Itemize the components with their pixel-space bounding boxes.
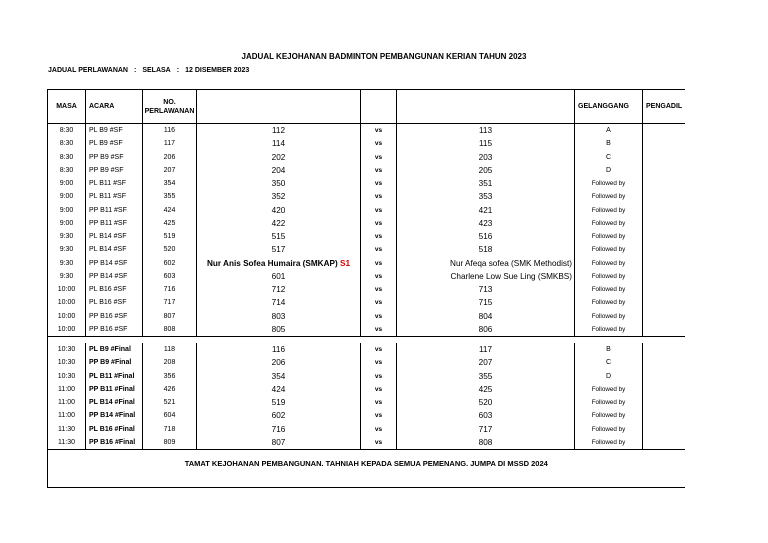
- cell-pengadil: [643, 396, 685, 409]
- cell-vs: vs: [361, 409, 397, 422]
- cell-masa: 9:30: [48, 243, 86, 256]
- cell-no-perlawanan: 809: [143, 436, 197, 450]
- seed-mark: S1: [339, 258, 350, 268]
- cell-masa: 8:30: [48, 151, 86, 164]
- cell-gelanggang: Followed by: [575, 396, 643, 409]
- cell-player-b: Charlene Low Sue Ling (SMKBS): [397, 270, 575, 283]
- cell-no-perlawanan: 424: [143, 204, 197, 217]
- cell-gelanggang: Followed by: [575, 423, 643, 436]
- cell-vs: vs: [361, 257, 397, 270]
- cell-player-b: 518: [397, 243, 575, 256]
- cell-masa: 9:30: [48, 270, 86, 283]
- cell-pengadil: [643, 124, 685, 138]
- table-row: [48, 137, 685, 150]
- table-row: [48, 436, 685, 450]
- cell-no-perlawanan: 718: [143, 423, 197, 436]
- cell-player-b: 207: [397, 356, 575, 369]
- subtitle-day: SELASA: [142, 67, 171, 74]
- table-row: [48, 204, 685, 217]
- table-row: [48, 164, 685, 177]
- cell-pengadil: [643, 177, 685, 190]
- cell-vs: vs: [361, 370, 397, 383]
- cell-player-a: 517: [197, 243, 361, 256]
- cell-acara: PL B11 #Final: [86, 370, 143, 383]
- final-body: [48, 343, 685, 450]
- cell-vs: vs: [361, 396, 397, 409]
- cell-no-perlawanan: 602: [143, 257, 197, 270]
- cell-vs: vs: [361, 190, 397, 203]
- cell-masa: 10:30: [48, 343, 86, 356]
- cell-player-b: 113: [397, 124, 575, 138]
- document-title: JADUAL KEJOHANAN BADMINTON PEMBANGUNAN KERIAN TAHUN 2023: [241, 52, 527, 61]
- cell-player-b: 804: [397, 310, 575, 323]
- cell-player-b: 715: [397, 296, 575, 309]
- cell-pengadil: [643, 283, 685, 296]
- cell-no-perlawanan: 426: [143, 383, 197, 396]
- cell-player-a: 712: [197, 283, 361, 296]
- cell-pengadil: [643, 383, 685, 396]
- cell-no-perlawanan: 807: [143, 310, 197, 323]
- cell-gelanggang: Followed by: [575, 204, 643, 217]
- header-player-a: [197, 90, 361, 124]
- cell-pengadil: [643, 217, 685, 230]
- cell-gelanggang: Followed by: [575, 383, 643, 396]
- cell-gelanggang: Followed by: [575, 409, 643, 422]
- cell-player-b: 353: [397, 190, 575, 203]
- cell-player-b: 115: [397, 137, 575, 150]
- cell-pengadil: [643, 423, 685, 436]
- cell-acara: PL B14 #SF: [86, 230, 143, 243]
- header-vs: [361, 90, 397, 124]
- cell-masa: 8:30: [48, 137, 86, 150]
- cell-no-perlawanan: 520: [143, 243, 197, 256]
- cell-acara: PP B9 #SF: [86, 151, 143, 164]
- cell-no-perlawanan: 117: [143, 137, 197, 150]
- cell-gelanggang: Followed by: [575, 257, 643, 270]
- cell-acara: PL B9 #SF: [86, 137, 143, 150]
- cell-vs: vs: [361, 230, 397, 243]
- cell-vs: vs: [361, 124, 397, 138]
- cell-acara: PL B14 #Final: [86, 396, 143, 409]
- table-row: [48, 257, 685, 270]
- table-row: [48, 190, 685, 203]
- cell-pengadil: [643, 296, 685, 309]
- cell-pengadil: [643, 270, 685, 283]
- cell-player-b: 717: [397, 423, 575, 436]
- cell-gelanggang: B: [575, 137, 643, 150]
- cell-pengadil: [643, 230, 685, 243]
- table-row: [48, 283, 685, 296]
- cell-player-a: 202: [197, 151, 361, 164]
- cell-masa: 9:00: [48, 190, 86, 203]
- cell-vs: vs: [361, 137, 397, 150]
- cell-vs: vs: [361, 204, 397, 217]
- semifinal-body: [48, 124, 685, 337]
- cell-pengadil: [643, 243, 685, 256]
- cell-pengadil: [643, 343, 685, 356]
- cell-masa: 10:00: [48, 323, 86, 337]
- cell-acara: PP B9 #SF: [86, 164, 143, 177]
- cell-vs: vs: [361, 283, 397, 296]
- subtitle-label: JADUAL PERLAWANAN: [48, 67, 128, 74]
- cell-player-b: 806: [397, 323, 575, 337]
- cell-pengadil: [643, 370, 685, 383]
- cell-no-perlawanan: 116: [143, 124, 197, 138]
- cell-masa: 8:30: [48, 164, 86, 177]
- cell-pengadil: [643, 409, 685, 422]
- cell-gelanggang: D: [575, 370, 643, 383]
- cell-player-a: 116: [197, 343, 361, 356]
- cell-masa: 9:00: [48, 217, 86, 230]
- cell-player-b: Nur Afeqa sofea (SMK Methodist): [397, 257, 575, 270]
- cell-masa: 8:30: [48, 124, 86, 138]
- table-row: [48, 124, 685, 138]
- cell-no-perlawanan: 425: [143, 217, 197, 230]
- cell-player-b: 117: [397, 343, 575, 356]
- cell-player-a: 350: [197, 177, 361, 190]
- cell-vs: vs: [361, 323, 397, 337]
- cell-player-b: 203: [397, 151, 575, 164]
- table-row: [48, 230, 685, 243]
- cell-acara: PL B9 #Final: [86, 343, 143, 356]
- header-acara: ACARA: [86, 90, 143, 124]
- cell-no-perlawanan: 808: [143, 323, 197, 337]
- cell-acara: PP B16 #SF: [86, 323, 143, 337]
- schedule-table: [47, 89, 685, 488]
- cell-masa: 10:30: [48, 370, 86, 383]
- cell-player-a: 601: [197, 270, 361, 283]
- cell-vs: vs: [361, 151, 397, 164]
- cell-acara: PP B14 #SF: [86, 257, 143, 270]
- cell-masa: 11:00: [48, 396, 86, 409]
- cell-gelanggang: Followed by: [575, 436, 643, 450]
- cell-vs: vs: [361, 356, 397, 369]
- cell-player-a: 807: [197, 436, 361, 450]
- cell-player-a: 206: [197, 356, 361, 369]
- table-row: [48, 177, 685, 190]
- table-row: [48, 323, 685, 337]
- cell-player-b: 205: [397, 164, 575, 177]
- cell-player-a: 519: [197, 396, 361, 409]
- cell-player-a: 515: [197, 230, 361, 243]
- cell-no-perlawanan: 604: [143, 409, 197, 422]
- cell-gelanggang: Followed by: [575, 217, 643, 230]
- cell-acara: PL B9 #SF: [86, 124, 143, 138]
- cell-acara: PL B11 #SF: [86, 177, 143, 190]
- cell-masa: 10:00: [48, 310, 86, 323]
- cell-acara: PL B16 #SF: [86, 296, 143, 309]
- cell-vs: vs: [361, 177, 397, 190]
- cell-acara: PP B14 #SF: [86, 270, 143, 283]
- cell-player-b: 421: [397, 204, 575, 217]
- table-row: [48, 409, 685, 422]
- schedule-subtitle: JADUAL PERLAWANAN : SELASA : 12 DISEMBER 2023: [48, 67, 250, 74]
- cell-player-a: 803: [197, 310, 361, 323]
- cell-pengadil: [643, 151, 685, 164]
- cell-vs: vs: [361, 296, 397, 309]
- table-row: [48, 217, 685, 230]
- table-row: [48, 370, 685, 383]
- table-row: [48, 310, 685, 323]
- cell-no-perlawanan: 356: [143, 370, 197, 383]
- cell-acara: PL B16 #SF: [86, 283, 143, 296]
- cell-masa: 11:00: [48, 409, 86, 422]
- cell-player-a: 204: [197, 164, 361, 177]
- cell-pengadil: [643, 323, 685, 337]
- header-row: [48, 90, 685, 124]
- cell-pengadil: [643, 137, 685, 150]
- cell-gelanggang: C: [575, 356, 643, 369]
- subtitle-date: 12 DISEMBER 2023: [185, 67, 250, 74]
- cell-vs: vs: [361, 343, 397, 356]
- cell-player-b: 425: [397, 383, 575, 396]
- cell-gelanggang: Followed by: [575, 296, 643, 309]
- cell-gelanggang: Followed by: [575, 310, 643, 323]
- cell-vs: vs: [361, 310, 397, 323]
- cell-gelanggang: Followed by: [575, 283, 643, 296]
- cell-acara: PL B14 #SF: [86, 243, 143, 256]
- cell-no-perlawanan: 354: [143, 177, 197, 190]
- cell-acara: PP B16 #Final: [86, 436, 143, 450]
- cell-player-a: 112: [197, 124, 361, 138]
- cell-no-perlawanan: 603: [143, 270, 197, 283]
- table-row: [48, 396, 685, 409]
- cell-acara: PP B16 #SF: [86, 310, 143, 323]
- cell-gelanggang: D: [575, 164, 643, 177]
- cell-vs: vs: [361, 270, 397, 283]
- cell-player-a: 602: [197, 409, 361, 422]
- cell-masa: 10:00: [48, 283, 86, 296]
- cell-vs: vs: [361, 164, 397, 177]
- cell-player-b: 520: [397, 396, 575, 409]
- cell-no-perlawanan: 118: [143, 343, 197, 356]
- cell-masa: 10:00: [48, 296, 86, 309]
- table-row: [48, 383, 685, 396]
- cell-acara: PL B16 #Final: [86, 423, 143, 436]
- cell-acara: PP B9 #Final: [86, 356, 143, 369]
- cell-player-a: Nur Anis Sofea Humaira (SMKAP) S1: [197, 257, 361, 270]
- table-row: [48, 356, 685, 369]
- table-row: [48, 151, 685, 164]
- cell-no-perlawanan: 716: [143, 283, 197, 296]
- cell-gelanggang: B: [575, 343, 643, 356]
- cell-gelanggang: Followed by: [575, 243, 643, 256]
- cell-player-a: 420: [197, 204, 361, 217]
- cell-player-a: 716: [197, 423, 361, 436]
- cell-pengadil: [643, 164, 685, 177]
- cell-pengadil: [643, 436, 685, 450]
- cell-vs: vs: [361, 423, 397, 436]
- header-masa: MASA: [48, 90, 86, 124]
- cell-player-b: 351: [397, 177, 575, 190]
- cell-gelanggang: Followed by: [575, 270, 643, 283]
- cell-masa: 9:30: [48, 257, 86, 270]
- cell-player-a: 114: [197, 137, 361, 150]
- cell-no-perlawanan: 355: [143, 190, 197, 203]
- cell-masa: 9:00: [48, 177, 86, 190]
- cell-acara: PP B11 #SF: [86, 204, 143, 217]
- cell-gelanggang: Followed by: [575, 177, 643, 190]
- cell-player-b: 808: [397, 436, 575, 450]
- table-row: [48, 296, 685, 309]
- header-player-b: [397, 90, 575, 124]
- cell-player-b: 516: [397, 230, 575, 243]
- cell-pengadil: [643, 204, 685, 217]
- cell-pengadil: [643, 257, 685, 270]
- cell-masa: 11:30: [48, 436, 86, 450]
- table-row: [48, 243, 685, 256]
- cell-no-perlawanan: 208: [143, 356, 197, 369]
- cell-pengadil: [643, 190, 685, 203]
- cell-no-perlawanan: 206: [143, 151, 197, 164]
- cell-player-b: 355: [397, 370, 575, 383]
- cell-gelanggang: Followed by: [575, 230, 643, 243]
- cell-pengadil: [643, 356, 685, 369]
- header-gelanggang: GELANGGANG: [575, 90, 643, 124]
- cell-vs: vs: [361, 383, 397, 396]
- cell-gelanggang: C: [575, 151, 643, 164]
- cell-masa: 11:00: [48, 383, 86, 396]
- cell-acara: PP B14 #Final: [86, 409, 143, 422]
- cell-player-a: 714: [197, 296, 361, 309]
- cell-masa: 10:30: [48, 356, 86, 369]
- cell-vs: vs: [361, 217, 397, 230]
- cell-acara: PP B11 #Final: [86, 383, 143, 396]
- cell-pengadil: [643, 310, 685, 323]
- cell-no-perlawanan: 521: [143, 396, 197, 409]
- cell-gelanggang: Followed by: [575, 190, 643, 203]
- header-no-perlawanan: NO. PERLAWANAN: [143, 90, 197, 124]
- table-row: [48, 270, 685, 283]
- cell-player-b: 423: [397, 217, 575, 230]
- cell-vs: vs: [361, 436, 397, 450]
- cell-masa: 9:30: [48, 230, 86, 243]
- table-row: [48, 423, 685, 436]
- cell-acara: PL B11 #SF: [86, 190, 143, 203]
- cell-player-a: 352: [197, 190, 361, 203]
- cell-acara: PP B11 #SF: [86, 217, 143, 230]
- cell-player-a: 424: [197, 383, 361, 396]
- cell-vs: vs: [361, 243, 397, 256]
- header-pengadil: PENGADIL: [643, 90, 685, 124]
- footer-section: [48, 450, 685, 488]
- cell-masa: 9:00: [48, 204, 86, 217]
- cell-player-a: 422: [197, 217, 361, 230]
- cell-gelanggang: Followed by: [575, 323, 643, 337]
- cell-player-b: 713: [397, 283, 575, 296]
- footer-message: TAMAT KEJOHANAN PEMBANGUNAN. TAHNIAH KEPADA SEMUA PEMENANG. JUMPA DI MSSD 2024: [48, 450, 685, 488]
- table-row: [48, 343, 685, 356]
- cell-masa: 11:30: [48, 423, 86, 436]
- cell-player-a: 805: [197, 323, 361, 337]
- cell-no-perlawanan: 207: [143, 164, 197, 177]
- cell-no-perlawanan: 519: [143, 230, 197, 243]
- cell-player-b: 603: [397, 409, 575, 422]
- cell-no-perlawanan: 717: [143, 296, 197, 309]
- cell-player-a: 354: [197, 370, 361, 383]
- cell-gelanggang: A: [575, 124, 643, 138]
